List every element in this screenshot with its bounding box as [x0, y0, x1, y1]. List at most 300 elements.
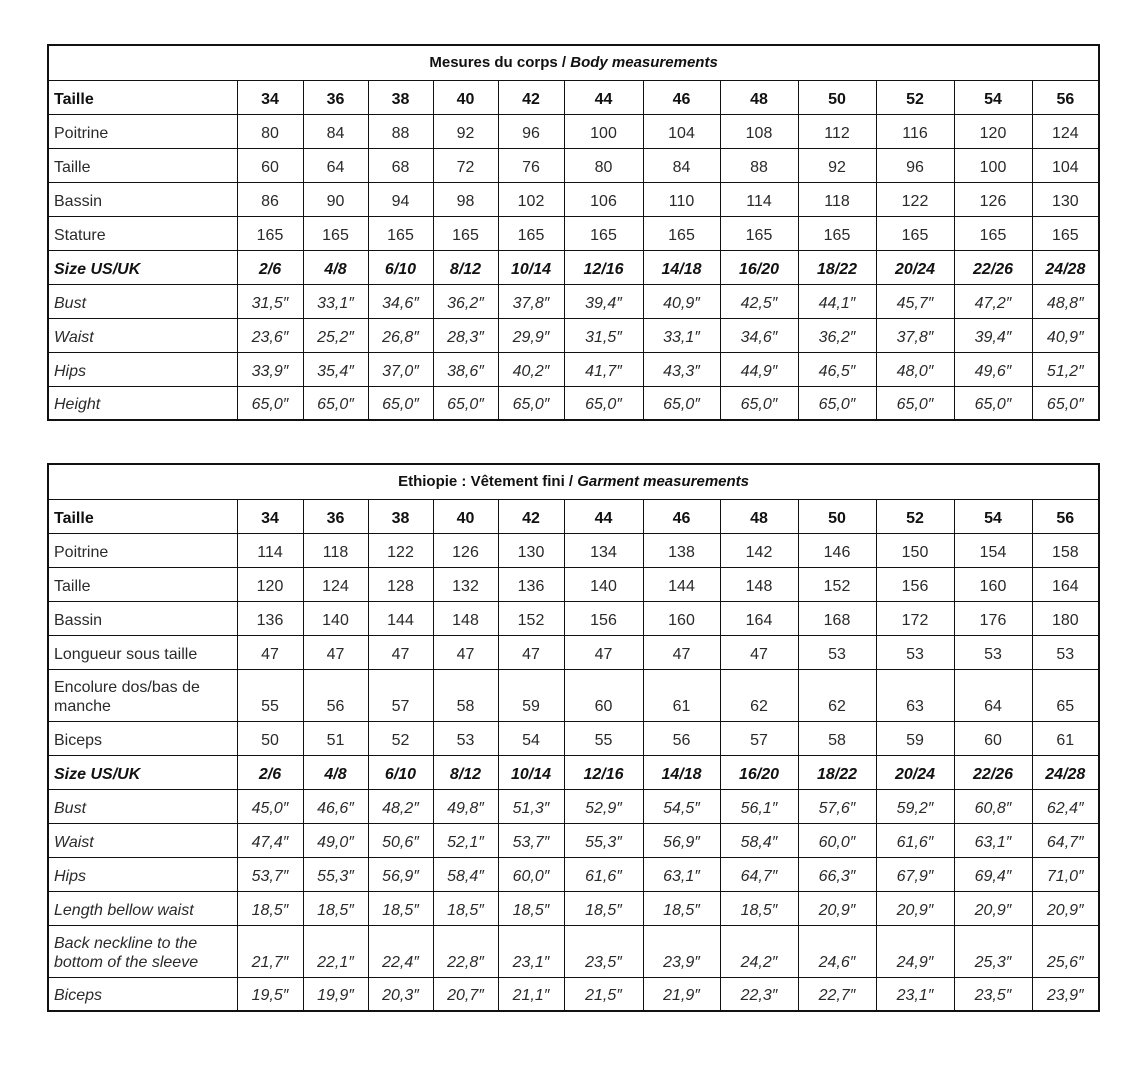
- table-cell: 156: [876, 567, 954, 601]
- row-label: Bassin: [48, 182, 237, 216]
- table-cell: 20,9″: [798, 891, 876, 925]
- table-cell: 34,6″: [720, 318, 798, 352]
- table-cell: 56: [643, 721, 720, 755]
- table-row: [48, 284, 1099, 318]
- table-cell: 164: [720, 601, 798, 635]
- table-cell: 55,3″: [303, 857, 368, 891]
- table-cell: 25,3″: [954, 925, 1032, 977]
- table-cell: 58: [433, 669, 498, 721]
- table-cell: 165: [1032, 216, 1099, 250]
- table-cell: 80: [564, 148, 643, 182]
- table-cell: 42: [498, 80, 564, 114]
- table-cell: 14/18: [643, 250, 720, 284]
- table-cell: 146: [798, 533, 876, 567]
- row-label: Height: [48, 386, 237, 420]
- table-cell: 36: [303, 80, 368, 114]
- table-cell: 47: [564, 635, 643, 669]
- table-cell: 12/16: [564, 250, 643, 284]
- garment-measurements-table: [47, 463, 1100, 1012]
- table-cell: 56: [303, 669, 368, 721]
- table-cell: 90: [303, 182, 368, 216]
- table-cell: 144: [368, 601, 433, 635]
- table-cell: 64,7″: [720, 857, 798, 891]
- size-header-row: [48, 80, 1099, 114]
- table-cell: 118: [798, 182, 876, 216]
- table-cell: 39,4″: [954, 318, 1032, 352]
- table-cell: 55: [237, 669, 303, 721]
- table-cell: 54: [498, 721, 564, 755]
- table-cell: 47: [433, 635, 498, 669]
- table-cell: 52: [876, 499, 954, 533]
- table-cell: 160: [643, 601, 720, 635]
- table-row: [48, 216, 1099, 250]
- row-label: Size US/UK: [48, 755, 237, 789]
- table-cell: 22,8″: [433, 925, 498, 977]
- table-cell: 47,2″: [954, 284, 1032, 318]
- table-cell: 21,1″: [498, 977, 564, 1011]
- table-cell: 61: [1032, 721, 1099, 755]
- row-label: Back neckline to the bottom of the sleeve: [48, 925, 237, 977]
- table-cell: 65,0″: [1032, 386, 1099, 420]
- table-cell: 26,8″: [368, 318, 433, 352]
- table-cell: 114: [720, 182, 798, 216]
- table-cell: 65,0″: [564, 386, 643, 420]
- table-cell: 40,9″: [1032, 318, 1099, 352]
- size-header-row: [48, 499, 1099, 533]
- row-label: Longueur sous taille: [48, 635, 237, 669]
- table-cell: 165: [564, 216, 643, 250]
- table-cell: 144: [643, 567, 720, 601]
- table-cell: 51: [303, 721, 368, 755]
- table-cell: 118: [303, 533, 368, 567]
- table-cell: 38,6″: [433, 352, 498, 386]
- table-cell: 20,3″: [368, 977, 433, 1011]
- table-cell: 19,9″: [303, 977, 368, 1011]
- table-cell: 59: [876, 721, 954, 755]
- table-cell: 16/20: [720, 250, 798, 284]
- table-cell: 25,2″: [303, 318, 368, 352]
- row-label: Bassin: [48, 601, 237, 635]
- table-cell: 64: [954, 669, 1032, 721]
- table-cell: 20,7″: [433, 977, 498, 1011]
- table-cell: 6/10: [368, 250, 433, 284]
- table-cell: 23,9″: [643, 925, 720, 977]
- table-cell: 64: [303, 148, 368, 182]
- table-cell: 165: [237, 216, 303, 250]
- row-label: Taille: [48, 499, 237, 533]
- table-cell: 18,5″: [237, 891, 303, 925]
- table-row: [48, 601, 1099, 635]
- table-cell: 54: [954, 499, 1032, 533]
- table-cell: 18,5″: [498, 891, 564, 925]
- table-row: [48, 669, 1099, 721]
- table-cell: 31,5″: [237, 284, 303, 318]
- table-cell: 28,3″: [433, 318, 498, 352]
- table-cell: 84: [643, 148, 720, 182]
- table-cell: 56,1″: [720, 789, 798, 823]
- table-cell: 67,9″: [876, 857, 954, 891]
- table-cell: 69,4″: [954, 857, 1032, 891]
- table-row: [48, 567, 1099, 601]
- table-cell: 2/6: [237, 250, 303, 284]
- table-cell: 47: [368, 635, 433, 669]
- table-cell: 160: [954, 567, 1032, 601]
- table-cell: 52,9″: [564, 789, 643, 823]
- table-row: [48, 891, 1099, 925]
- table-cell: 59,2″: [876, 789, 954, 823]
- table-cell: 33,9″: [237, 352, 303, 386]
- table-cell: 120: [237, 567, 303, 601]
- table-cell: 57: [720, 721, 798, 755]
- table-cell: 44,1″: [798, 284, 876, 318]
- table-cell: 138: [643, 533, 720, 567]
- table-cell: 48: [720, 499, 798, 533]
- table-cell: 21,9″: [643, 977, 720, 1011]
- table-cell: 176: [954, 601, 1032, 635]
- table-cell: 34,6″: [368, 284, 433, 318]
- row-label: Biceps: [48, 721, 237, 755]
- table-cell: 65,0″: [720, 386, 798, 420]
- table-cell: 39,4″: [564, 284, 643, 318]
- table-cell: 38: [368, 80, 433, 114]
- table-cell: 63,1″: [643, 857, 720, 891]
- table-title: [48, 45, 1099, 80]
- table-cell: 43,3″: [643, 352, 720, 386]
- table-cell: 21,7″: [237, 925, 303, 977]
- table-cell: 18,5″: [433, 891, 498, 925]
- table-cell: 142: [720, 533, 798, 567]
- table-cell: 100: [954, 148, 1032, 182]
- table-row: [48, 823, 1099, 857]
- table-cell: 10/14: [498, 250, 564, 284]
- table-cell: 92: [433, 114, 498, 148]
- row-label: Length bellow waist: [48, 891, 237, 925]
- table-cell: 45,0″: [237, 789, 303, 823]
- table-cell: 57,6″: [798, 789, 876, 823]
- table-cell: 22/26: [954, 250, 1032, 284]
- table-cell: 22,7″: [798, 977, 876, 1011]
- table-cell: 48,2″: [368, 789, 433, 823]
- table-cell: 152: [498, 601, 564, 635]
- table-cell: 35,4″: [303, 352, 368, 386]
- table-cell: 53: [876, 635, 954, 669]
- table-cell: 106: [564, 182, 643, 216]
- table-cell: 54: [954, 80, 1032, 114]
- table-cell: 4/8: [303, 755, 368, 789]
- table-cell: 8/12: [433, 755, 498, 789]
- table-cell: 58: [798, 721, 876, 755]
- table-cell: 55,3″: [564, 823, 643, 857]
- table-cell: 23,1″: [498, 925, 564, 977]
- table-cell: 61,6″: [876, 823, 954, 857]
- table-cell: 62,4″: [1032, 789, 1099, 823]
- table-cell: 126: [954, 182, 1032, 216]
- table-cell: 104: [1032, 148, 1099, 182]
- table-cell: 122: [876, 182, 954, 216]
- table-cell: 56: [1032, 499, 1099, 533]
- table-cell: 112: [798, 114, 876, 148]
- table-row: [48, 114, 1099, 148]
- table-row: [48, 182, 1099, 216]
- table-cell: 44,9″: [720, 352, 798, 386]
- table-cell: 22,3″: [720, 977, 798, 1011]
- table-cell: 12/16: [564, 755, 643, 789]
- table-cell: 46: [643, 499, 720, 533]
- table-cell: 22,1″: [303, 925, 368, 977]
- table-cell: 84: [303, 114, 368, 148]
- table-cell: 71,0″: [1032, 857, 1099, 891]
- table-cell: 22/26: [954, 755, 1032, 789]
- row-label: Poitrine: [48, 533, 237, 567]
- table-cell: 34: [237, 80, 303, 114]
- table-cell: 23,5″: [564, 925, 643, 977]
- table-cell: 150: [876, 533, 954, 567]
- title-french: Ethiopie : Vêtement fini /: [398, 473, 578, 491]
- row-label: Waist: [48, 318, 237, 352]
- table-cell: 56: [1032, 80, 1099, 114]
- row-label: Hips: [48, 352, 237, 386]
- table-cell: 165: [720, 216, 798, 250]
- table-cell: 152: [798, 567, 876, 601]
- table-row: [48, 318, 1099, 352]
- table-cell: 72: [433, 148, 498, 182]
- table-cell: 18,5″: [564, 891, 643, 925]
- table-cell: 37,0″: [368, 352, 433, 386]
- table-row: [48, 857, 1099, 891]
- table-cell: 47,4″: [237, 823, 303, 857]
- table-cell: 52,1″: [433, 823, 498, 857]
- table-cell: 18/22: [798, 250, 876, 284]
- table-cell: 62: [720, 669, 798, 721]
- table-cell: 53,7″: [237, 857, 303, 891]
- table-cell: 24/28: [1032, 250, 1099, 284]
- title-english: Garment measurements: [577, 473, 750, 491]
- table-cell: 53: [433, 721, 498, 755]
- table-cell: 40,9″: [643, 284, 720, 318]
- table-cell: 24,2″: [720, 925, 798, 977]
- table-cell: 53: [1032, 635, 1099, 669]
- table-cell: 54,5″: [643, 789, 720, 823]
- table-cell: 36: [303, 499, 368, 533]
- table-cell: 55: [564, 721, 643, 755]
- table-cell: 130: [1032, 182, 1099, 216]
- table-cell: 148: [720, 567, 798, 601]
- table-row: [48, 977, 1099, 1011]
- table-cell: 37,8″: [876, 318, 954, 352]
- table-cell: 65,0″: [798, 386, 876, 420]
- table-row: [48, 635, 1099, 669]
- table-cell: 14/18: [643, 755, 720, 789]
- table-row: [48, 721, 1099, 755]
- table-row: [48, 386, 1099, 420]
- table-cell: 53,7″: [498, 823, 564, 857]
- table-cell: 4/8: [303, 250, 368, 284]
- table-cell: 6/10: [368, 755, 433, 789]
- title-english: Body measurements: [570, 54, 718, 72]
- row-label: Poitrine: [48, 114, 237, 148]
- table-cell: 164: [1032, 567, 1099, 601]
- table-cell: 52: [368, 721, 433, 755]
- table-cell: 104: [643, 114, 720, 148]
- body-measurements-table: [47, 44, 1100, 421]
- table-cell: 124: [303, 567, 368, 601]
- table-cell: 65,0″: [303, 386, 368, 420]
- table-cell: 154: [954, 533, 1032, 567]
- us-uk-size-header-row: [48, 755, 1099, 789]
- table-cell: 134: [564, 533, 643, 567]
- table-cell: 40: [433, 80, 498, 114]
- table-cell: 65,0″: [237, 386, 303, 420]
- table-cell: 41,7″: [564, 352, 643, 386]
- table-cell: 47: [720, 635, 798, 669]
- table-cell: 23,5″: [954, 977, 1032, 1011]
- table-cell: 132: [433, 567, 498, 601]
- table-row: [48, 352, 1099, 386]
- table-cell: 48,0″: [876, 352, 954, 386]
- table-cell: 56,9″: [368, 857, 433, 891]
- row-label: Taille: [48, 148, 237, 182]
- table-cell: 48,8″: [1032, 284, 1099, 318]
- table-cell: 65,0″: [368, 386, 433, 420]
- table-cell: 47: [498, 635, 564, 669]
- us-uk-size-header-row: [48, 250, 1099, 284]
- table-cell: 140: [303, 601, 368, 635]
- table-cell: 92: [798, 148, 876, 182]
- row-label: Bust: [48, 284, 237, 318]
- table-cell: 49,0″: [303, 823, 368, 857]
- table-cell: 65,0″: [643, 386, 720, 420]
- table-cell: 18/22: [798, 755, 876, 789]
- table-cell: 88: [720, 148, 798, 182]
- table-cell: 20/24: [876, 755, 954, 789]
- table-cell: 64,7″: [1032, 823, 1099, 857]
- table-cell: 172: [876, 601, 954, 635]
- table-cell: 18,5″: [643, 891, 720, 925]
- table-cell: 96: [498, 114, 564, 148]
- table-row: [48, 533, 1099, 567]
- row-label: Taille: [48, 567, 237, 601]
- table-cell: 24,6″: [798, 925, 876, 977]
- table-cell: 50,6″: [368, 823, 433, 857]
- table-cell: 140: [564, 567, 643, 601]
- table-cell: 165: [954, 216, 1032, 250]
- table-cell: 60,0″: [498, 857, 564, 891]
- table-cell: 53: [954, 635, 1032, 669]
- table-cell: 86: [237, 182, 303, 216]
- row-label: Taille: [48, 80, 237, 114]
- table-cell: 128: [368, 567, 433, 601]
- table-cell: 21,5″: [564, 977, 643, 1011]
- row-label: Waist: [48, 823, 237, 857]
- table-cell: 33,1″: [643, 318, 720, 352]
- table-cell: 52: [876, 80, 954, 114]
- table-cell: 40: [433, 499, 498, 533]
- row-label: Biceps: [48, 977, 237, 1011]
- table-cell: 46,5″: [798, 352, 876, 386]
- table-cell: 50: [798, 80, 876, 114]
- table-cell: 25,6″: [1032, 925, 1099, 977]
- row-label: Hips: [48, 857, 237, 891]
- table-cell: 16/20: [720, 755, 798, 789]
- table-cell: 49,6″: [954, 352, 1032, 386]
- table-cell: 51,2″: [1032, 352, 1099, 386]
- table-cell: 36,2″: [798, 318, 876, 352]
- table-cell: 80: [237, 114, 303, 148]
- table-cell: 42: [498, 499, 564, 533]
- table-cell: 68: [368, 148, 433, 182]
- table-cell: 40,2″: [498, 352, 564, 386]
- table-cell: 50: [237, 721, 303, 755]
- table-cell: 61,6″: [564, 857, 643, 891]
- table-cell: 49,8″: [433, 789, 498, 823]
- table-cell: 130: [498, 533, 564, 567]
- table-cell: 108: [720, 114, 798, 148]
- table-cell: 168: [798, 601, 876, 635]
- table-row: [48, 925, 1099, 977]
- table-cell: 59: [498, 669, 564, 721]
- table-cell: 18,5″: [720, 891, 798, 925]
- table-cell: 51,3″: [498, 789, 564, 823]
- table-cell: 63: [876, 669, 954, 721]
- table-cell: 31,5″: [564, 318, 643, 352]
- table-cell: 36,2″: [433, 284, 498, 318]
- table-cell: 61: [643, 669, 720, 721]
- table-cell: 20,9″: [954, 891, 1032, 925]
- table-cell: 136: [237, 601, 303, 635]
- table-cell: 20,9″: [1032, 891, 1099, 925]
- table-cell: 114: [237, 533, 303, 567]
- table-cell: 165: [643, 216, 720, 250]
- table-cell: 50: [798, 499, 876, 533]
- table-cell: 124: [1032, 114, 1099, 148]
- table-cell: 60: [237, 148, 303, 182]
- table-cell: 34: [237, 499, 303, 533]
- table-cell: 165: [368, 216, 433, 250]
- row-label: Encolure dos/bas de manche: [48, 669, 237, 721]
- table-cell: 44: [564, 499, 643, 533]
- table-cell: 156: [564, 601, 643, 635]
- table-cell: 2/6: [237, 755, 303, 789]
- table-cell: 60: [954, 721, 1032, 755]
- table-cell: 62: [798, 669, 876, 721]
- table-cell: 165: [498, 216, 564, 250]
- table-cell: 65,0″: [498, 386, 564, 420]
- table-cell: 116: [876, 114, 954, 148]
- table-cell: 102: [498, 182, 564, 216]
- table-cell: 158: [1032, 533, 1099, 567]
- table-cell: 22,4″: [368, 925, 433, 977]
- table-cell: 42,5″: [720, 284, 798, 318]
- row-label: Stature: [48, 216, 237, 250]
- table-cell: 60,8″: [954, 789, 1032, 823]
- table-cell: 46,6″: [303, 789, 368, 823]
- table-cell: 65,0″: [876, 386, 954, 420]
- table-cell: 165: [876, 216, 954, 250]
- table-cell: 18,5″: [368, 891, 433, 925]
- table-cell: 33,1″: [303, 284, 368, 318]
- table-row: [48, 148, 1099, 182]
- table-cell: 46: [643, 80, 720, 114]
- table-cell: 56,9″: [643, 823, 720, 857]
- table-cell: 48: [720, 80, 798, 114]
- table-title: [48, 464, 1099, 499]
- table-cell: 8/12: [433, 250, 498, 284]
- table-cell: 44: [564, 80, 643, 114]
- table-cell: 38: [368, 499, 433, 533]
- table-cell: 96: [876, 148, 954, 182]
- table-cell: 47: [303, 635, 368, 669]
- table-cell: 58,4″: [720, 823, 798, 857]
